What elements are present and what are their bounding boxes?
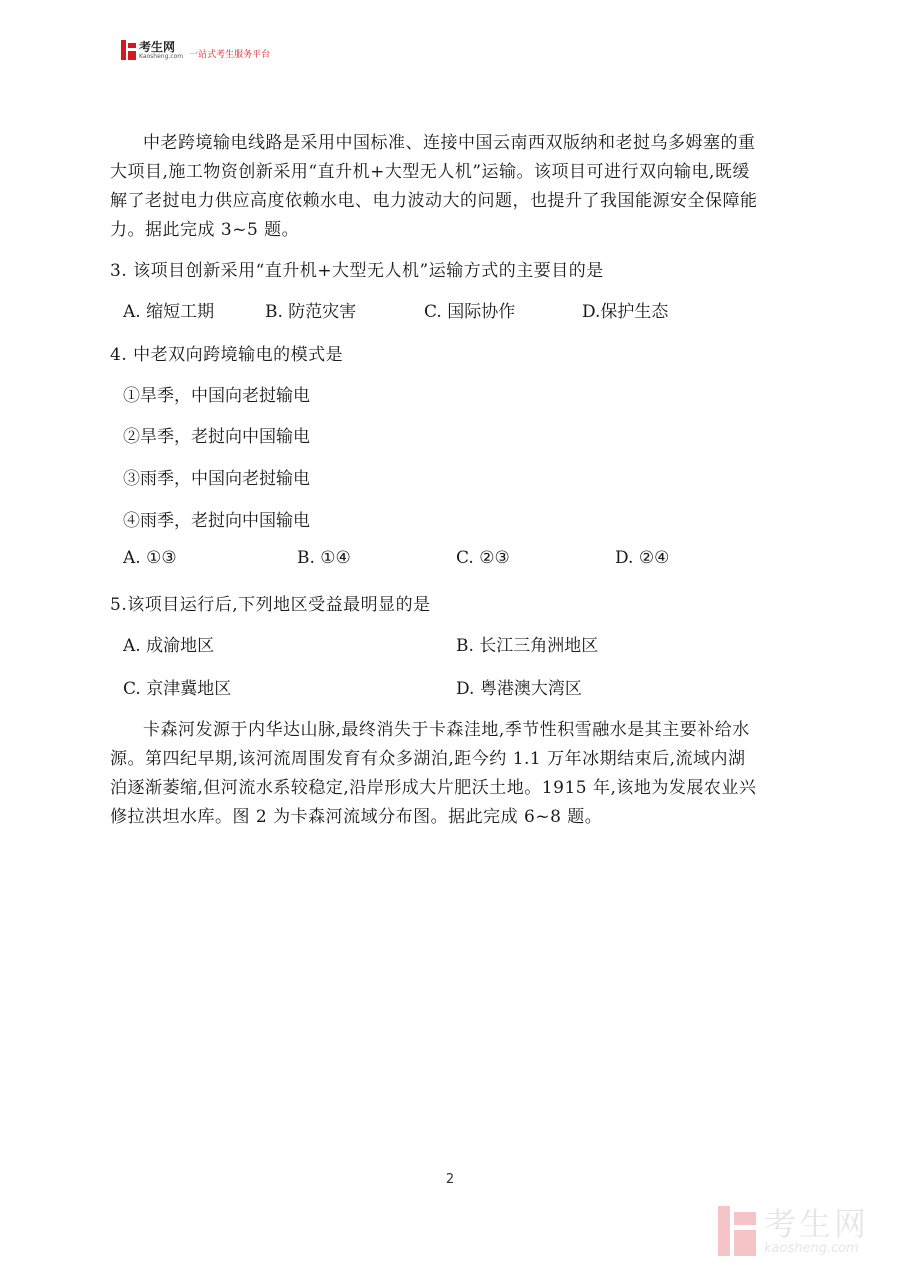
passage1-line-1: 中老跨境输电线路是采用中国标准、连接中国云南西双版纳和老挝乌多姆塞的重 bbox=[143, 133, 756, 153]
watermark-logo-icon bbox=[718, 1206, 756, 1256]
q4-item-2: ②旱季，老挝向中国输电 bbox=[123, 427, 310, 447]
passage2-line-3: 泊逐渐萎缩,但河流水系较稳定,沿岸形成大片肥沃土地。1915 年,该地为发展农业兴 bbox=[110, 778, 757, 798]
passage1-line-2: 大项目,施工物资创新采用“直升机+大型无人机”运输。该项目可进行双向输电,既缓 bbox=[110, 162, 750, 182]
passage2-line-2: 源。第四纪早期,该河流周围发育有众多湖泊,距今约 1.1 万年冰期结束后,流域内湖 bbox=[110, 749, 746, 769]
passage2-line-1: 卡森河发源于内华达山脉,最终消失于卡森洼地,季节性积雪融水是其主要补给水 bbox=[143, 720, 750, 740]
q4-item-1: ①旱季，中国向老挝输电 bbox=[123, 386, 310, 406]
brand-name: 考生网 bbox=[139, 39, 176, 54]
passage1-line-4: 力。据此完成 3~5 题。 bbox=[110, 220, 300, 240]
brand-url: Kaosheng.com bbox=[139, 52, 184, 60]
q5-option-c: C. 京津冀地区 bbox=[123, 679, 232, 699]
passage2-line-4: 修拉洪坦水库。图 2 为卡森河流域分布图。据此完成 6~8 题。 bbox=[110, 807, 603, 827]
q4-option-a: A. ①③ bbox=[123, 548, 177, 568]
q4-option-d: D. ②④ bbox=[615, 548, 670, 568]
q3-option-c: C. 国际协作 bbox=[424, 302, 516, 322]
q4-item-4: ④雨季，老挝向中国输电 bbox=[123, 511, 310, 531]
page-number: 2 bbox=[445, 1172, 455, 1187]
q5-stem: 5.该项目运行后,下列地区受益最明显的是 bbox=[110, 595, 431, 615]
q4-stem: 4. 中老双向跨境输电的模式是 bbox=[110, 345, 344, 365]
q4-option-b: B. ①④ bbox=[297, 548, 351, 568]
passage1-line-3: 解了老挝电力供应高度依赖水电、电力波动大的问题，也提升了我国能源安全保障能 bbox=[110, 191, 758, 211]
header-logo bbox=[121, 40, 270, 60]
q5-option-a: A. 成渝地区 bbox=[123, 636, 215, 656]
q4-option-c: C. ②③ bbox=[456, 548, 510, 568]
q3-stem: 3. 该项目创新采用“直升机+大型无人机”运输方式的主要目的是 bbox=[110, 261, 604, 281]
brand-slogan: 一站式考生服务平台 bbox=[189, 49, 271, 60]
q4-item-3: ③雨季，中国向老挝输电 bbox=[123, 469, 310, 489]
q3-option-a: A. 缩短工期 bbox=[123, 302, 215, 322]
q3-option-b: B. 防范灾害 bbox=[265, 302, 357, 322]
watermark-name: 考生网 bbox=[764, 1204, 870, 1243]
q3-option-d: D.保护生态 bbox=[582, 302, 669, 322]
brand-logo-icon bbox=[121, 40, 136, 60]
q5-option-d: D. 粤港澳大湾区 bbox=[456, 679, 582, 699]
watermark bbox=[718, 1206, 869, 1256]
watermark-url: kaosheng.com bbox=[764, 1240, 859, 1256]
q5-option-b: B. 长江三角洲地区 bbox=[456, 636, 599, 656]
